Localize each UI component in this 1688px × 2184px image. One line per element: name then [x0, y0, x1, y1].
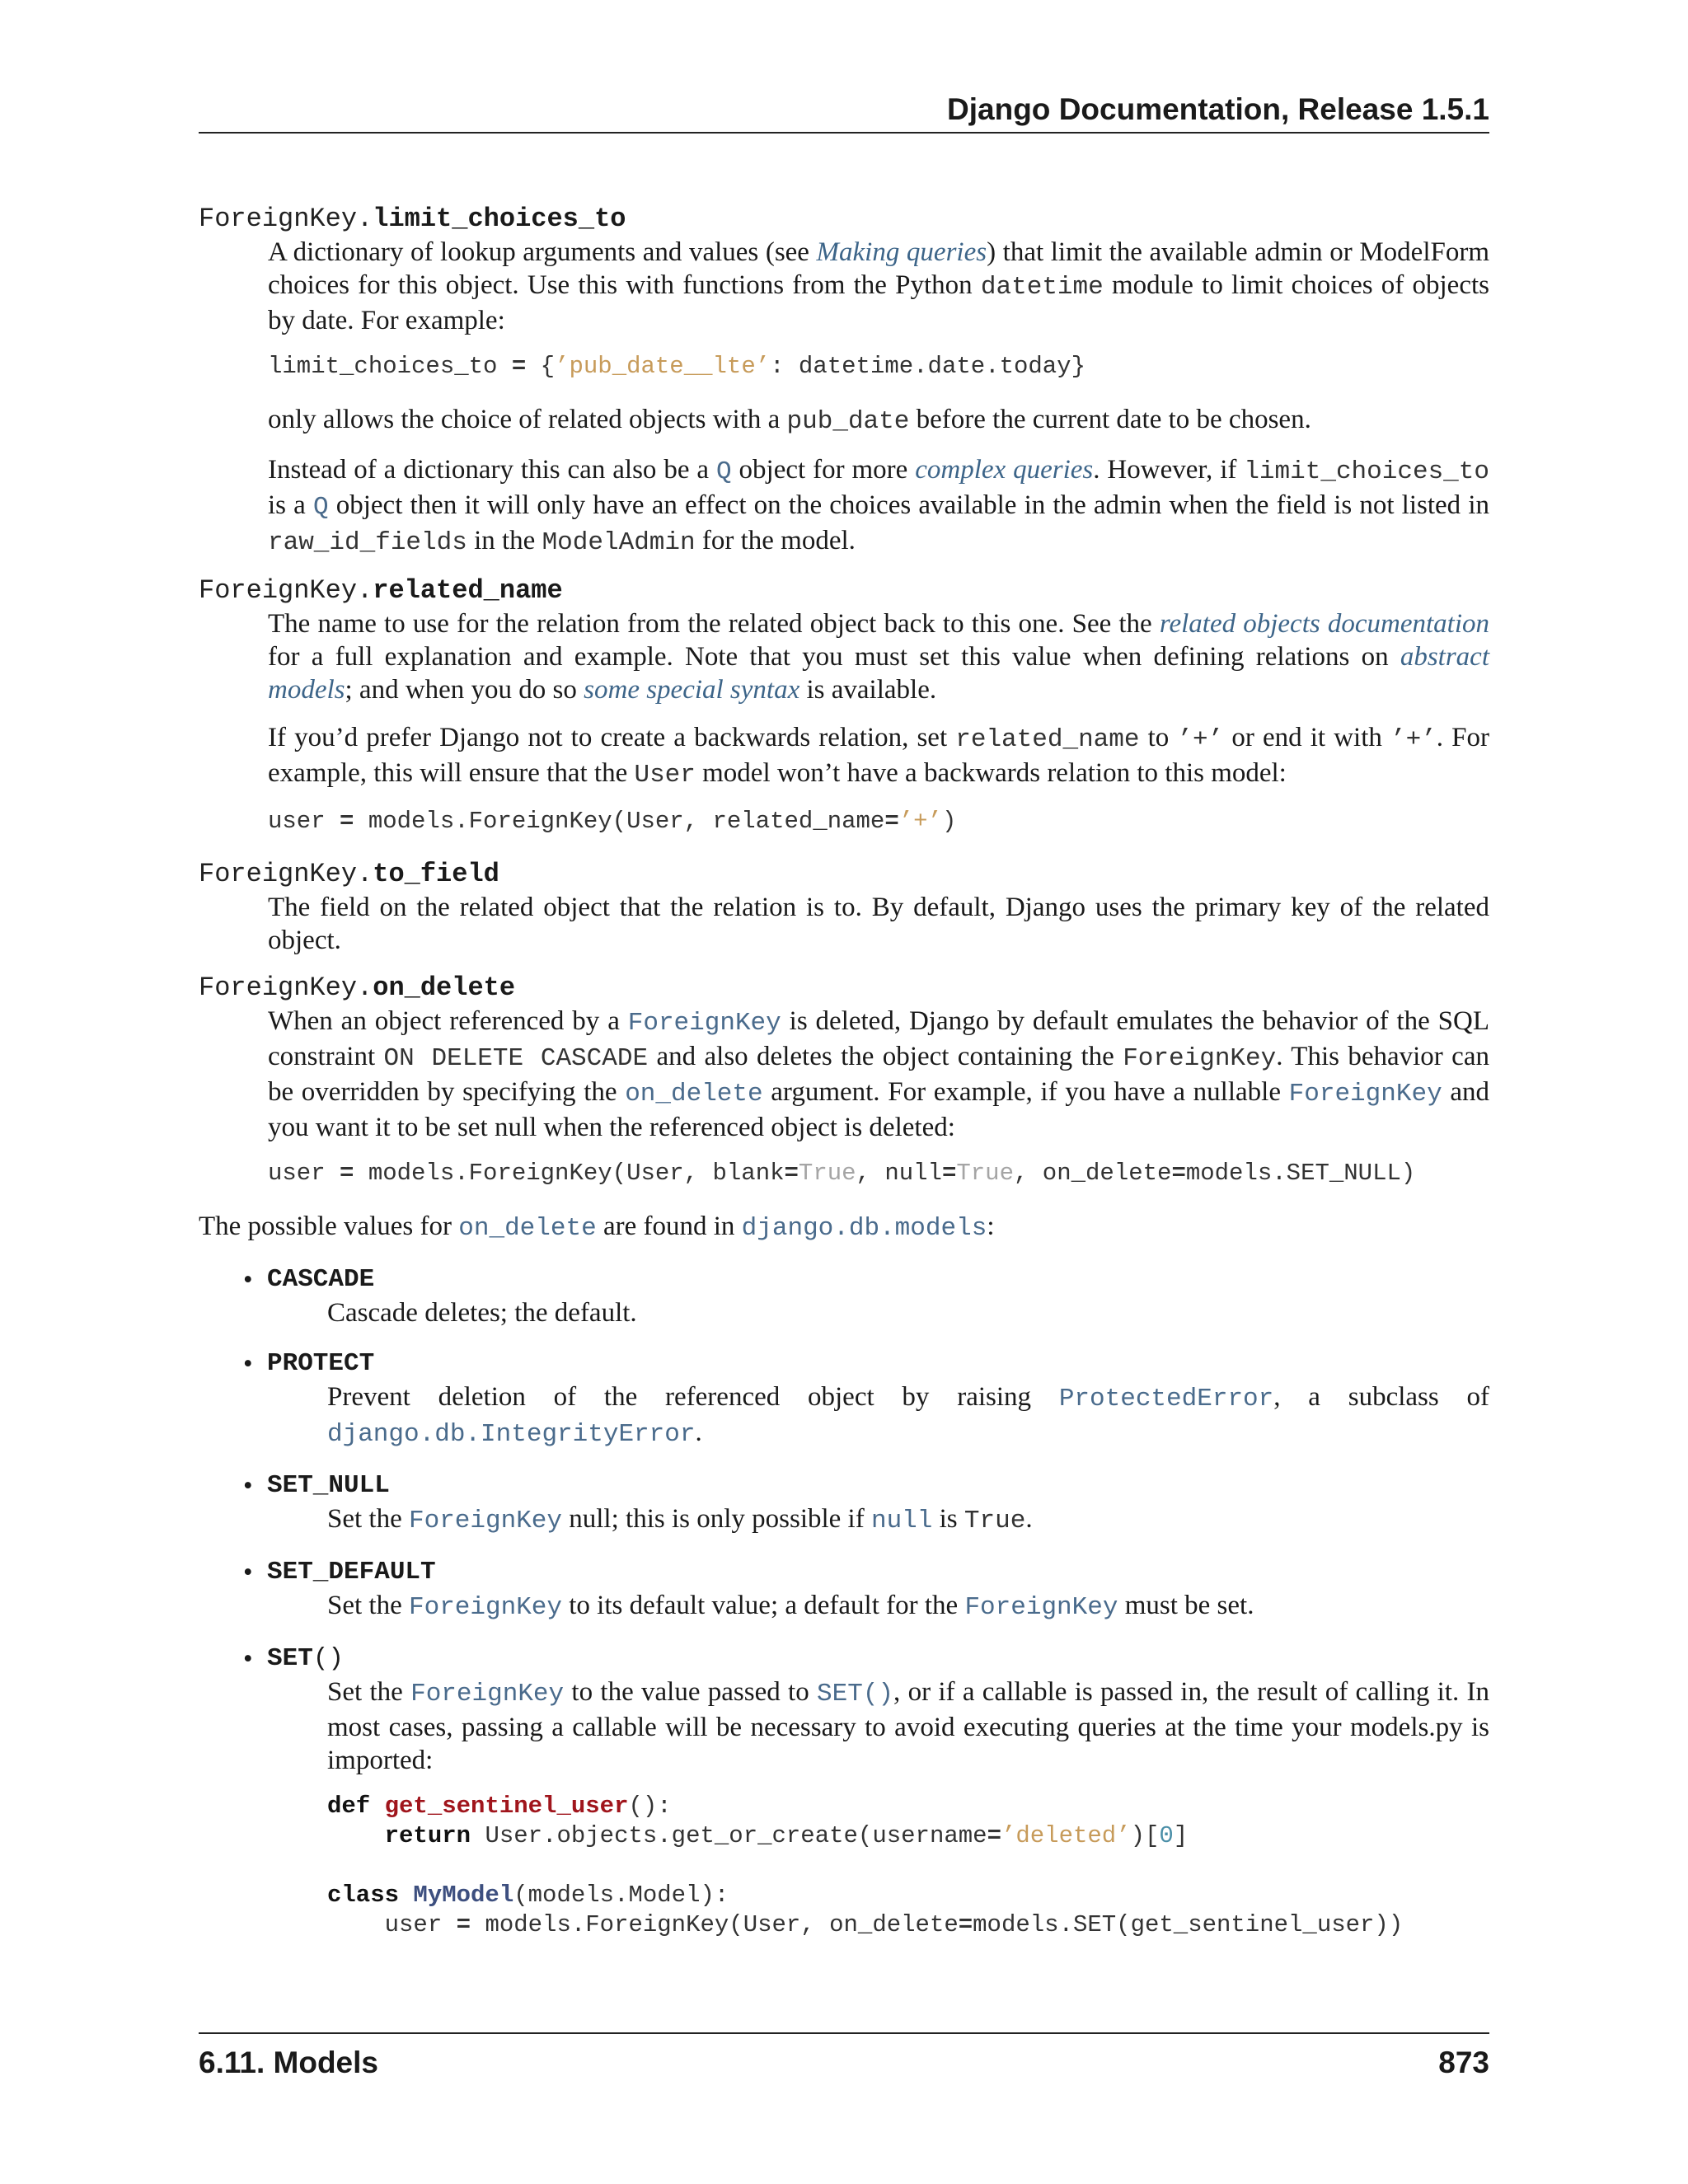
attribute-signature-to-field: ForeignKey.to_field: [199, 859, 499, 889]
running-title: Django Documentation, Release 1.5.1: [947, 92, 1489, 126]
link-q[interactable]: Q: [312, 493, 329, 522]
attribute-description-related-name: [268, 607, 1489, 837]
definition: Prevent deletion of the referenced object by raising ProtectedError, a subclass of django.db.IntegrityError.: [327, 1382, 1489, 1449]
bullet: •: [243, 1471, 253, 1501]
attribute-description-limit-choices-to: [268, 236, 1489, 560]
definition: [327, 1675, 1489, 1940]
paragraph: When an object referenced by a ForeignKey is deleted, Django by default emulates the behavior of the SQL constraint ON DELETE CASCADE and also deletes the object containing the ForeignKey. This behavior can be overridden by specifying the on_delete argument. For example, if you have a nullable ForeignKey and you want it to be set null when the referenced object is deleted:: [268, 1006, 1490, 1142]
bullet: •: [243, 1349, 253, 1379]
bullet: •: [243, 1265, 253, 1295]
bullet: •: [243, 1644, 253, 1674]
paragraph: The field on the related object that the relation is to. By default, Django uses the primary key of the related object.: [268, 893, 1489, 955]
page-header: [199, 92, 1489, 134]
attribute-signature-on-delete: ForeignKey.on_delete: [199, 972, 516, 1003]
list-item-set: [199, 1643, 1489, 1940]
term-protect: PROTECT: [267, 1349, 375, 1378]
paragraph: The name to use for the relation from the related object back to this one. See the related objects documentation for a full explanation and example. Note that you must set this value when defining relations on abstract models; and when you do so some special syntax is available.: [268, 609, 1489, 705]
paragraph: A dictionary of lookup arguments and values (see Making queries) that limit the available admin or ModelForm choices for this object. Use this with functions from the Python datetime module to limit choices of objects by date. For example:: [268, 237, 1489, 335]
list-item-cascade: [199, 1263, 1489, 1329]
link-foreignkey[interactable]: ForeignKey: [964, 1593, 1118, 1622]
code-example: user = models.ForeignKey(User, blank=True, null=True, on_delete=models.SET_NULL): [268, 1160, 1416, 1187]
link-set[interactable]: SET(): [817, 1680, 894, 1708]
attribute-description-on-delete: [268, 1005, 1489, 1188]
link-related-objects-documentation[interactable]: related objects documentation: [1159, 609, 1489, 639]
link-complex-queries[interactable]: complex queries: [915, 455, 1094, 485]
link-making-queries[interactable]: Making queries: [816, 237, 987, 267]
link-abstract-models[interactable]: abstract models: [268, 642, 1489, 705]
list-item-set-null: [199, 1469, 1489, 1538]
section-label: 6.11. Models: [199, 2046, 378, 2079]
term-cascade: CASCADE: [267, 1265, 375, 1294]
link-django-db-models[interactable]: django.db.models: [741, 1214, 987, 1243]
link-some-special-syntax[interactable]: some special syntax: [584, 675, 800, 705]
list-item-protect: [199, 1347, 1489, 1451]
definition: Set the ForeignKey to its default value; a default for the ForeignKey must be set.: [327, 1591, 1254, 1622]
page-footer: [199, 2032, 1489, 2083]
paragraph: The possible values for on_delete are found in django.db.models:: [199, 1212, 995, 1243]
attribute-description-to-field: [268, 891, 1489, 957]
code-example: limit_choices_to = {’pub_date__lte’: datetime.date.today}: [268, 353, 1085, 380]
term-set-default: SET_DEFAULT: [267, 1558, 436, 1586]
bullet: •: [243, 1558, 253, 1587]
list-item-set-default: [199, 1556, 1489, 1624]
attribute-signature-related-name: ForeignKey.related_name: [199, 575, 563, 606]
term-set: SET(): [267, 1644, 345, 1673]
page-number: 873: [1438, 2046, 1489, 2079]
link-foreignkey[interactable]: ForeignKey: [627, 1009, 781, 1038]
on-delete-values-list: [199, 1263, 1489, 1940]
link-null[interactable]: null: [870, 1507, 933, 1535]
link-protectederror[interactable]: ProtectedError: [1058, 1385, 1274, 1413]
code-example: user = models.ForeignKey(User, related_name=’+’): [268, 808, 957, 835]
link-foreignkey[interactable]: ForeignKey: [1288, 1080, 1442, 1108]
page-content: [199, 198, 1489, 1961]
link-foreignkey[interactable]: ForeignKey: [410, 1680, 565, 1708]
link-on-delete[interactable]: on_delete: [458, 1214, 597, 1243]
paragraph: If you’d prefer Django not to create a backwards relation, set related_name to ’+’ or end it with ’+’. For example, this will ensure that the User model won’t have a backwards relation to this model:: [268, 723, 1490, 790]
attribute-signature-limit-choices-to: ForeignKey.limit_choices_to: [199, 204, 626, 234]
link-q[interactable]: Q: [716, 457, 732, 486]
paragraph: Instead of a dictionary this can also be a Q object for more complex queries. However, if limit_choices_to is a Q object then it will only have an effect on the choices available in the admin when the field is not listed in raw_id_fields in the ModelAdmin for the model.: [268, 455, 1489, 557]
link-integrityerror[interactable]: django.db.IntegrityError: [327, 1420, 696, 1449]
term-set-null: SET_NULL: [267, 1471, 390, 1500]
paragraph: only allows the choice of related objects with a pub_date before the current date to be chosen.: [268, 405, 1311, 436]
link-on-delete[interactable]: on_delete: [625, 1080, 763, 1108]
definition: Set the ForeignKey null; this is only possible if null is True.: [327, 1504, 1033, 1535]
link-foreignkey[interactable]: ForeignKey: [408, 1593, 563, 1622]
code-example-sentinel: def get_sentinel_user(): return User.objects.get_or_create(username=’deleted’)[0] class MyModel(models.Model): user = models.ForeignKey(User, on_delete=models.SET(get_sentinel_user)): [327, 1793, 1404, 1938]
paragraph: Set the ForeignKey to the value passed to SET(), or if a callable is passed in, the result of calling it. In most cases, passing a callable will be necessary to avoid executing queries at the time your models.py is imported:: [327, 1677, 1490, 1775]
definition: Cascade deletes; the default.: [327, 1298, 637, 1328]
link-foreignkey[interactable]: ForeignKey: [408, 1507, 563, 1535]
